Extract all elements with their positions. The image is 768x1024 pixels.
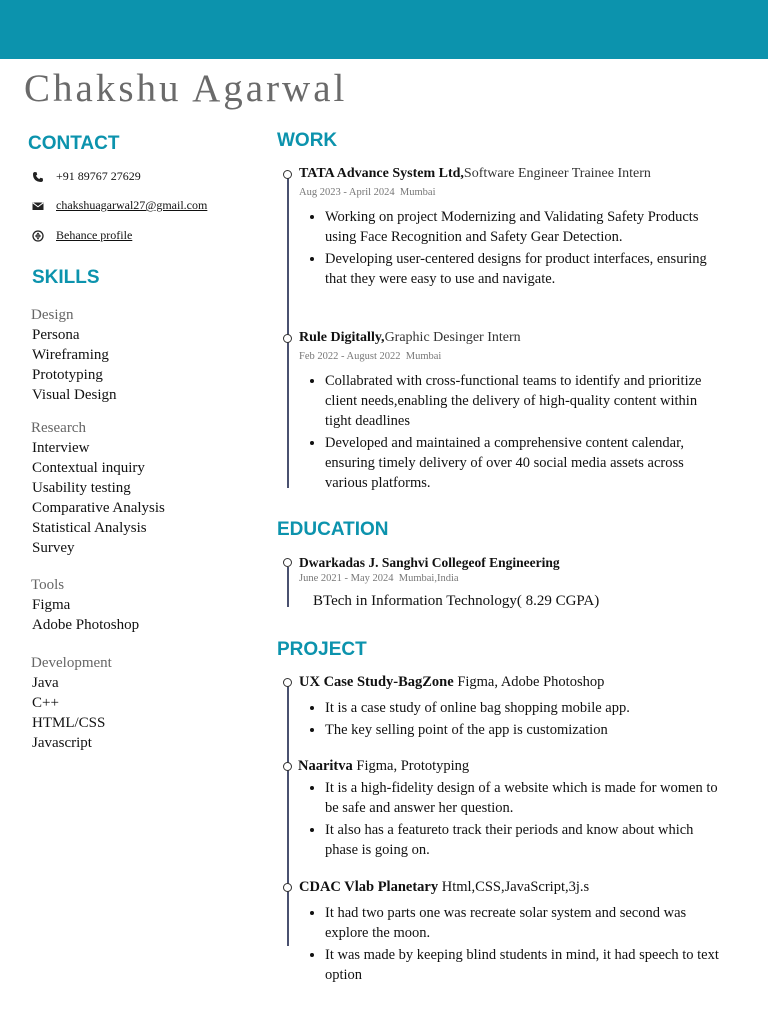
work-bullets <box>307 207 725 291</box>
skill-item: Interview <box>32 440 90 456</box>
skill-category: Tools <box>31 577 65 593</box>
skill-item: Comparative Analysis <box>32 500 165 516</box>
skill-item: HTML/CSS <box>32 715 106 731</box>
education-location: Mumbai,India <box>398 573 459 584</box>
skill-item: Persona <box>32 327 80 343</box>
timeline-dot <box>283 558 292 567</box>
work-entry-meta <box>299 351 441 362</box>
timeline-dot <box>283 883 292 892</box>
phone-icon <box>32 171 44 183</box>
project-bullets <box>307 778 725 862</box>
education-meta <box>299 573 459 584</box>
project-bullets <box>307 698 725 742</box>
behance-link[interactable]: Behance profile <box>56 228 133 242</box>
work-dates: Aug 2023 - April 2024 <box>299 187 395 198</box>
work-bullets <box>307 371 725 495</box>
mail-icon <box>32 200 44 212</box>
contact-behance[interactable] <box>32 228 132 243</box>
company-name: Rule Digitally, <box>299 330 385 345</box>
skill-item: Survey <box>32 540 75 556</box>
skill-item: Wireframing <box>32 347 109 363</box>
project-timeline <box>287 684 289 946</box>
work-location: Mumbai <box>405 351 442 362</box>
education-timeline <box>287 567 289 607</box>
skill-item: Prototyping <box>32 367 103 383</box>
contact-heading: CONTACT <box>28 133 120 154</box>
project-tools: Figma, Adobe Photoshop <box>453 674 605 690</box>
resume-name: Chakshu Agarwal <box>24 67 348 110</box>
bullet-item: • It is a high-fidelity design of a website which is made for women to be safe and answer her question. <box>325 778 725 818</box>
skill-group-design <box>32 305 117 405</box>
timeline-dot <box>283 678 292 687</box>
skill-item: Javascript <box>32 735 92 751</box>
project-name: UX Case Study-BagZone <box>299 674 454 690</box>
school-name: Dwarkadas J. Sanghvi Collegeof Engineering <box>299 555 560 570</box>
project-tools: Figma, Prototyping <box>352 758 470 774</box>
behance-icon <box>32 230 44 242</box>
skill-category: Research <box>31 420 86 436</box>
email-link[interactable]: chakshuagarwal27@gmail.com <box>56 198 208 212</box>
bullet-item: • It had two parts one was recreate solar system and second was explore the moon. <box>325 903 725 943</box>
header-bar <box>0 0 768 59</box>
skill-category: Development <box>31 655 112 671</box>
timeline-dot <box>283 170 292 179</box>
timeline-dot <box>283 334 292 343</box>
education-degree: BTech in Information Technology( 8.29 CGPA) <box>313 593 600 609</box>
skills-heading: SKILLS <box>32 267 100 288</box>
skill-item: Figma <box>32 597 71 613</box>
project-header <box>298 758 469 775</box>
timeline-dot <box>283 762 292 771</box>
skill-item: Usability testing <box>32 480 131 496</box>
skill-item: C++ <box>32 695 59 711</box>
project-header <box>299 674 604 691</box>
work-timeline <box>287 176 289 488</box>
skill-item: Contextual inquiry <box>32 460 145 476</box>
project-heading: PROJECT <box>277 639 367 660</box>
bullet-item: • It was made by keeping blind students in mind, it had speech to text option <box>325 945 725 985</box>
work-entry-meta <box>299 187 436 198</box>
education-dates: June 2021 - May 2024 <box>299 573 394 584</box>
bullet-item: • Developing user-centered designs for product interfaces, ensuring that they were easy to use and navigate. <box>325 249 725 289</box>
bullet-item: • Working on project Modernizing and Validating Safety Products using Face Recognition and Safety Gear Detection. <box>325 207 725 247</box>
skill-item: Statistical Analysis <box>32 520 147 536</box>
phone-number: +91 89767 27629 <box>56 169 141 183</box>
project-tools: Html,CSS,JavaScript,3j.s <box>438 879 590 895</box>
job-role: Graphic Desinger Intern <box>384 330 521 345</box>
skill-item: Visual Design <box>32 387 117 403</box>
company-name: TATA Advance System Ltd, <box>299 166 464 181</box>
project-header <box>299 879 589 896</box>
project-name: CDAC Vlab Planetary <box>299 879 439 895</box>
work-location: Mumbai <box>399 187 436 198</box>
bullet-item: • Collabrated with cross-functional teams to identify and prioritize client needs,enabling the delivery of high-quality content within tight deadlines <box>325 371 725 431</box>
work-entry-header <box>299 330 521 346</box>
project-bullets <box>307 903 725 987</box>
education-heading: EDUCATION <box>277 519 389 540</box>
skill-item: Java <box>32 675 59 691</box>
education-school <box>299 555 560 571</box>
project-name: Naaritva <box>298 758 353 774</box>
skill-group-development <box>32 653 112 753</box>
skill-group-tools <box>32 575 139 635</box>
bullet-item: • Developed and maintained a comprehensive content calendar, ensuring timely delivery of over 40 social media assets across various platforms. <box>325 433 725 493</box>
work-dates: Feb 2022 - August 2022 <box>299 351 401 362</box>
bullet-item: • It is a case study of online bag shopping mobile app. <box>325 698 725 718</box>
skill-item: Adobe Photoshop <box>32 617 140 633</box>
bullet-item: • It also has a featureto track their periods and know about which phase is going on. <box>325 820 725 860</box>
job-role: Software Engineer Trainee Intern <box>463 166 651 181</box>
bullet-item: • The key selling point of the app is customization <box>325 720 725 740</box>
skill-category: Design <box>31 307 74 323</box>
work-heading: WORK <box>277 130 338 151</box>
work-entry-header <box>299 166 651 182</box>
contact-phone <box>32 169 141 184</box>
skill-group-research <box>32 418 165 558</box>
contact-email[interactable] <box>32 198 207 213</box>
